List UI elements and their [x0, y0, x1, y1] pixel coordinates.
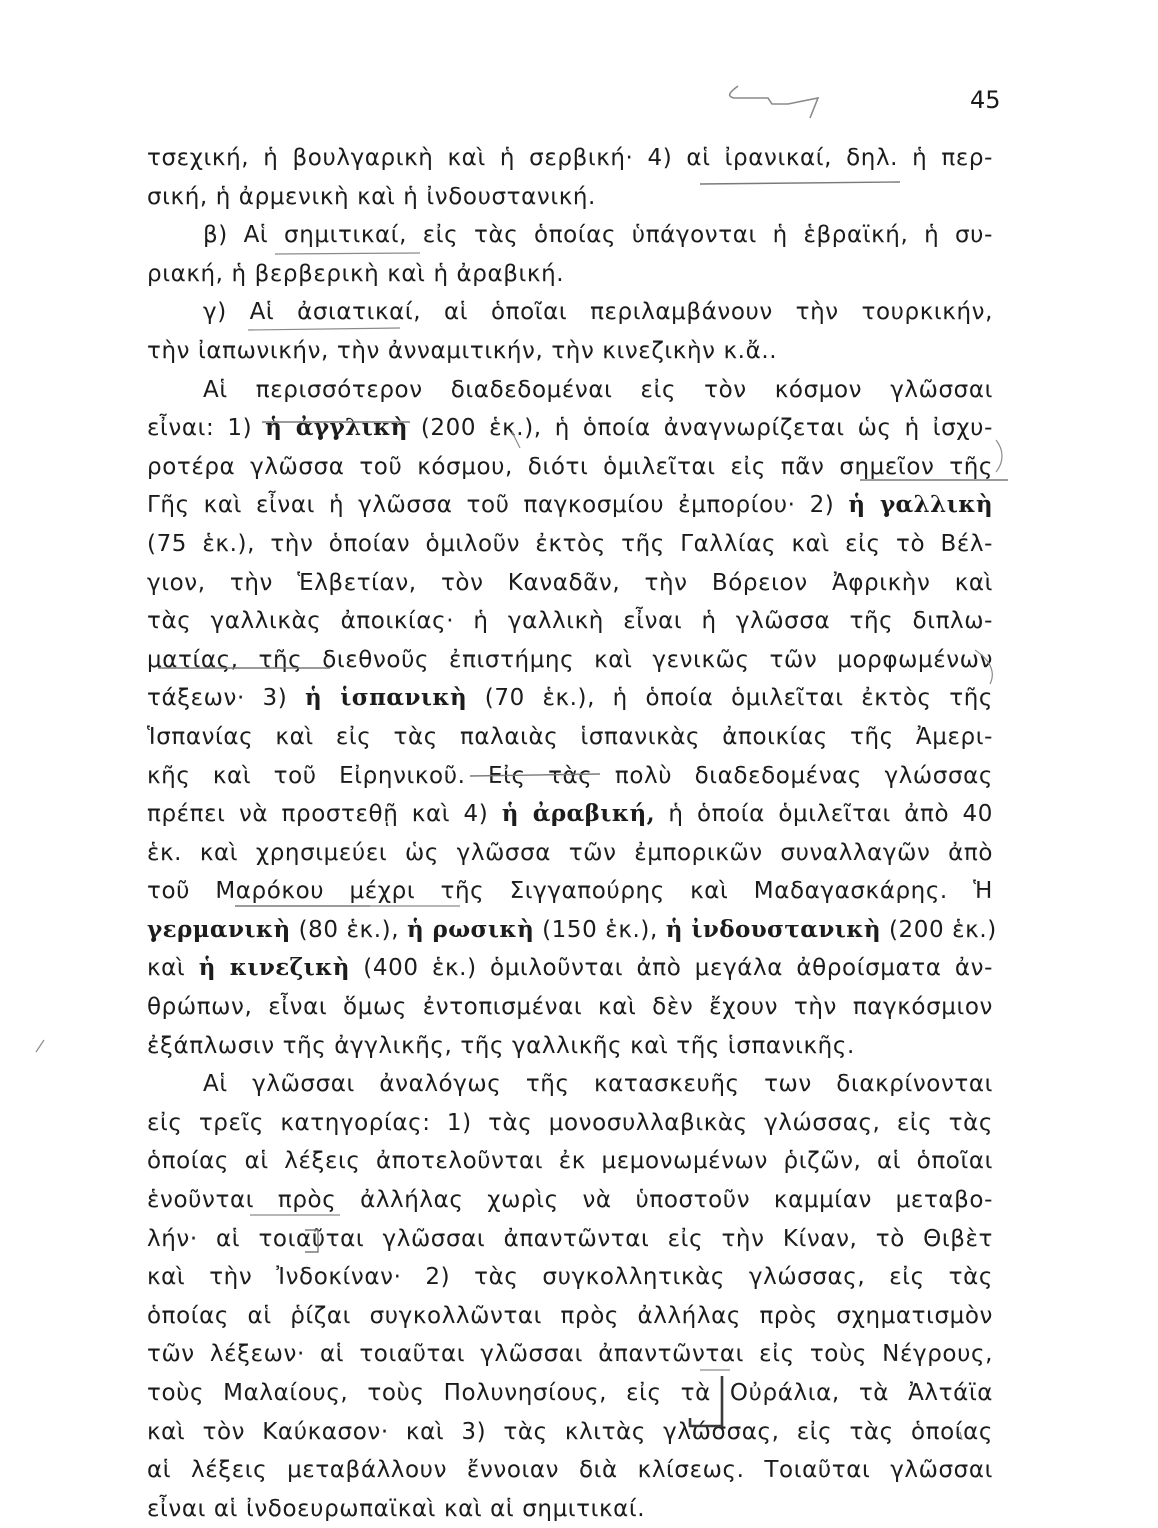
- emphasis-language-name: ἡ ἀραβική,: [501, 800, 656, 828]
- text-line: Αἱ γλῶσσαι ἀναλόγως τῆς κατασκευῆς των διακρίνονται: [203, 1071, 993, 1098]
- text-line: ὁποίας αἱ ῥίζαι συγκολλῶνται πρὸς ἀλλήλας πρὸς σχηματισμὸν: [147, 1302, 993, 1329]
- text-line: τοὺς Μαλαίους, τοὺς Πολυνησίους, εἰς τὰ Οὐράλια, τὰ Ἀλτάϊα: [147, 1380, 993, 1406]
- text-line: καὶ τὸν Καύκασον· καὶ 3) τὰς κλιτὰς γλώσσας, εἰς τὰς ὁποίας: [147, 1418, 993, 1445]
- tick-mark: [36, 1040, 44, 1052]
- emphasis-language-name: γερμανικὴ: [147, 915, 291, 943]
- text-line: β) Αἱ σημιτικαί, εἰς τὰς ὁποίας ὑπάγονται ἡ ἑβραϊκή, ἡ συ-: [203, 222, 993, 249]
- text-line: ματίας, τῆς διεθνοῦς ἐπιστήμης καὶ γενικῶς τῶν μορφωμένων: [147, 646, 993, 673]
- text-line: τάξεων· 3) ἡ ἱσπανικὴ (70 ἑκ.), ἡ ὁποία ὁμιλεῖται ἐκτὸς τῆς: [147, 684, 993, 712]
- pencil-scribble-mark: [720, 74, 840, 130]
- body-text: [147, 139, 997, 1528]
- text-line: αἱ λέξεις μεταβάλλουν ἔννοιαν διὰ κλίσεως. Τοιαῦται γλῶσσαι: [147, 1457, 993, 1484]
- text-line: γιον, τὴν Ἑλβετίαν, τὸν Καναδᾶν, τὴν Βόρειον Ἀφρικὴν καὶ: [147, 569, 993, 596]
- text-line: Ἱσπανίας καὶ εἰς τὰς παλαιὰς ἱσπανικὰς ἀποικίας τῆς Ἀμερι-: [147, 723, 993, 750]
- text-line: κῆς καὶ τοῦ Εἰρηνικοῦ. Εἰς τὰς πολὺ διαδεδομένας γλώσσας: [147, 762, 993, 789]
- text-line: εἶναι: 1) ἡ ἀγγλικὴ (200 ἑκ.), ἡ ὁποία ἀναγνωρίζεται ὡς ἡ ἰσχυ-: [147, 414, 993, 442]
- text-line: καὶ τὴν Ἰνδοκίναν· 2) τὰς συγκολλητικὰς γλώσσας, εἰς τὰς: [147, 1264, 993, 1291]
- text-line: ριακή, ἡ βερβερικὴ καὶ ἡ ἀραβική.: [147, 260, 565, 287]
- bracket-mark: [996, 440, 1002, 472]
- text-line: τὰς γαλλικὰς ἀποικίας· ἡ γαλλικὴ εἶναι ἡ γλῶσσα τῆς διπλω-: [147, 608, 993, 635]
- page-number: 45: [970, 86, 1001, 114]
- text-line: τῶν λέξεων· αἱ τοιαῦται γλῶσσαι ἀπαντῶνται εἰς τοὺς Νέγρους,: [147, 1341, 993, 1368]
- text-line: λήν· αἱ τοιαῦται γλῶσσαι ἀπαντῶνται εἰς τὴν Κίναν, τὸ Θιβὲτ: [147, 1225, 993, 1252]
- text-line: εἰς τρεῖς κατηγορίας: 1) τὰς μονοσυλλαβικὰς γλώσσας, εἰς τὰς: [147, 1109, 993, 1136]
- emphasis-language-name: ἡ ἱσπανικὴ: [304, 684, 468, 712]
- text-line: ροτέρα γλῶσσα τοῦ κόσμου, διότι ὁμιλεῖται εἰς πᾶν σημεῖον τῆς: [147, 453, 993, 480]
- text-line: Αἱ περισσότερον διαδεδομέναι εἰς τὸν κόσμον γλῶσσαι: [203, 376, 993, 403]
- text-line: γ) Αἱ ἀσιατικαί, αἱ ὁποῖαι περιλαμβάνουν τὴν τουρκικήν,: [203, 299, 993, 326]
- emphasis-language-name: ἡ κινεζικὴ: [198, 954, 350, 982]
- emphasis-language-name: ἡ γαλλικὴ: [848, 491, 993, 519]
- text-line: σική, ἡ ἀρμενικὴ καὶ ἡ ἰνδουστανική.: [147, 183, 596, 210]
- text-line: ἑκ. καὶ χρησιμεύει ὡς γλῶσσα τῶν ἐμπορικῶν συναλλαγῶν ἀπὸ: [147, 839, 993, 866]
- text-line: γερμανικὴ (80 ἑκ.), ἡ ρωσικὴ (150 ἑκ.), ἡ ἰνδουστανικὴ (200 ἑκ.): [147, 915, 997, 943]
- text-line: ἐξάπλωσιν τῆς ἀγγλικῆς, τῆς γαλλικῆς καὶ τῆς ἱσπανικῆς.: [147, 1032, 855, 1059]
- text-line: εἶναι αἱ ἰνδοευρωπαϊκαὶ καὶ αἱ σημιτικαί.: [147, 1495, 646, 1522]
- text-line: ὁποίας αἱ λέξεις ἀποτελοῦνται ἐκ μεμονωμένων ῥιζῶν, αἱ ὁποῖαι: [147, 1148, 993, 1175]
- text-line: ἑνοῦνται πρὸς ἀλλήλας χωρὶς νὰ ὑποστοῦν καμμίαν μεταβο-: [147, 1187, 993, 1214]
- text-line: τσεχική, ἡ βουλγαρικὴ καὶ ἡ σερβική· 4) αἱ ἰρανικαί, δηλ. ἡ περ-: [147, 145, 993, 171]
- text-line: τοῦ Μαρόκου μέχρι τῆς Σιγγαπούρης καὶ Μαδαγασκάρης. Ἡ: [147, 878, 993, 905]
- text-line: θρώπων, εἶναι ὅμως ἐντοπισμέναι καὶ δὲν ἔχουν τὴν παγκόσμιον: [147, 994, 993, 1021]
- text-line: πρέπει νὰ προστεθῇ καὶ 4) ἡ ἀραβική, ἡ ὁποία ὁμιλεῖται ἀπὸ 40: [147, 800, 994, 828]
- emphasis-language-name: ἡ ἀγγλικὴ: [265, 414, 408, 442]
- text-line: καὶ ἡ κινεζικὴ (400 ἑκ.) ὁμιλοῦνται ἀπὸ μεγάλα ἀθροίσματα ἀν-: [147, 954, 993, 982]
- text-line: (75 ἑκ.), τὴν ὁποίαν ὁμιλοῦν ἐκτὸς τῆς Γαλλίας καὶ εἰς τὸ Βέλ-: [147, 530, 993, 557]
- emphasis-language-name: ἡ ἰνδουστανικὴ: [665, 915, 882, 943]
- emphasis-language-name: ἡ ρωσικὴ: [407, 915, 535, 943]
- text-line: τὴν ἰαπωνικήν, τὴν ἀνναμιτικήν, τὴν κινεζικὴν κ.ἄ..: [147, 337, 778, 364]
- text-line: Γῆς καὶ εἶναι ἡ γλῶσσα τοῦ παγκοσμίου ἐμπορίου· 2) ἡ γαλλικὴ: [147, 491, 993, 519]
